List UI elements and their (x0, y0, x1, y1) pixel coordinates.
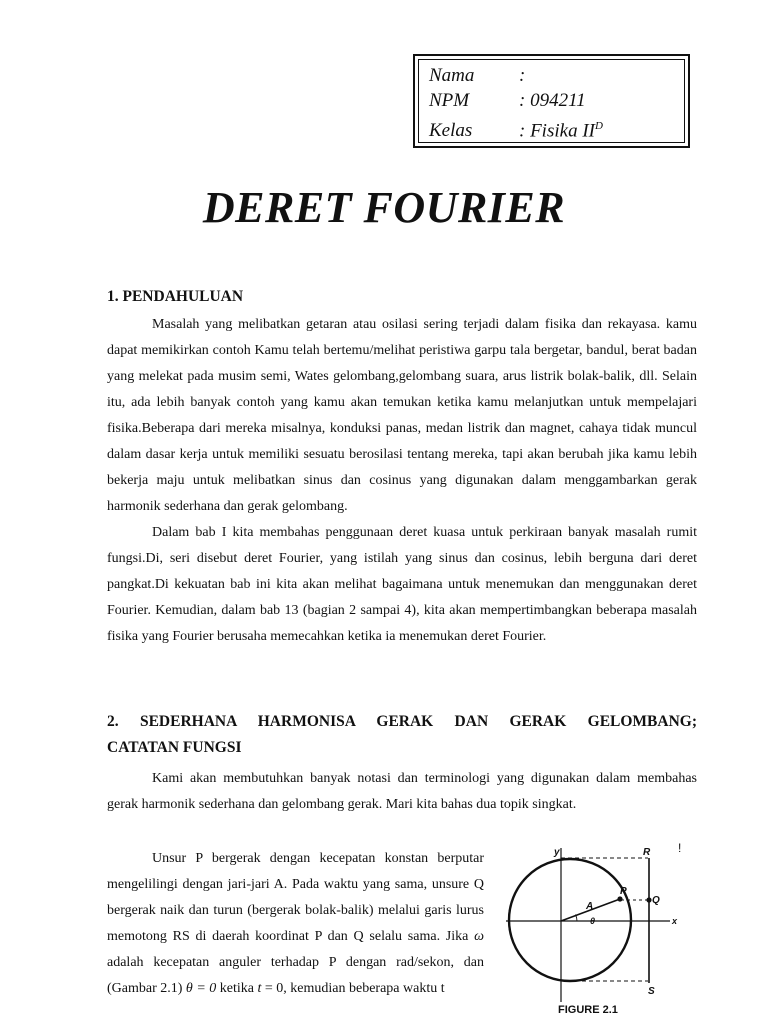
figure-label-theta: θ (590, 916, 596, 926)
student-npm-value: : 094211 (519, 90, 586, 111)
document-title: DERET FOURIER (202, 183, 566, 232)
student-npm-label: NPM (429, 90, 470, 111)
section-2-heading-line-1: 2. SEDERHANA HARMONISA GERAK DAN GERAK GELOMBANG; (107, 713, 697, 730)
paragraph-2-text-b: adalah kecepatan anguler terhadap P dengan rad/sekon, dan (Gambar 2.1) (107, 955, 484, 996)
figure-label-x: x (672, 916, 678, 926)
paragraph-2-text-a: Unsur P bergerak dengan kecepatan konstan berputar mengelilingi dengan jari-jari A. Pada waktu yang sama, unsure Q bergerak naik dan turun (bergerak bolak-balik) melalui garis lurus memotong RS di daerah koordinat P dan Q selalu sama. Jika (107, 851, 484, 944)
omega-symbol: ω (474, 929, 485, 944)
student-name-row (429, 64, 525, 88)
figure-label-r: R (643, 847, 651, 858)
figure-label-y: y (554, 847, 560, 858)
theta-equals-zero: = 0 (192, 981, 217, 996)
paragraph-2-text-e: = 0, kemudian beberapa waktu t (261, 981, 445, 996)
figure-point-q (646, 897, 651, 902)
section-2-heading (107, 709, 697, 761)
student-class-superscript: D (594, 120, 603, 132)
student-info-box (413, 54, 690, 148)
section-1-heading: 1. PENDAHULUAN (107, 288, 244, 305)
section-1-paragraph-1: Masalah yang melibatkan getaran atau osilasi sering terjadi dalam fisika dan rekayasa. kamu dapat memikirkan contoh Kamu telah bertemu/melihat peristiwa garpu tala bergetar, bandul, berat badan yang melekat pada musim semi, Wates gelombang,gelombang suara, arus listrik bolak-balik, dll. Selain itu, ada lebih banyak contoh yang kamu akan temukan ketika kamu melanjutkan untuk mempelajari fisika.Beberapa dari mereka misalnya, konduksi panas, medan listrik dan magnet, cahaya tidak muncul dalam dasar kerja untuk memiliki sesuatu berosilasi tentang mereka, tapi akan berubah jika kamu lebih bekerja maju untuk melibatkan sinus dan cosinus yang digunakan dalam menggambarkan gerak harmonik sederhana dan gerak gelombang. (107, 317, 697, 514)
student-name-label: Nama (429, 65, 475, 86)
figure-label-q: Q (652, 895, 660, 906)
figure-label-s: S (648, 986, 655, 997)
figure-corner-mark: ! (678, 841, 682, 855)
t-variable: t (257, 981, 262, 996)
student-npm-row (429, 89, 586, 113)
paragraph-2-text-d: ketika (216, 981, 258, 996)
figure-label-p: P (620, 886, 627, 897)
section-2-heading-line-2: CATATAN FUNGSI (107, 739, 242, 756)
figure-point-p (617, 896, 622, 901)
figure-2-1-diagram (498, 838, 708, 1024)
figure-caption: FIGURE 2.1 (558, 1004, 618, 1016)
student-name-value: : (519, 65, 526, 86)
student-class-row (429, 114, 603, 143)
section-1-paragraph-2: Dalam bab I kita membahas penggunaan deret kuasa untuk perkiraan banyak masalah rumit fungsi.Di, seri disebut deret Fourier, yang istilah yang sinus dan cosinus, lebih berguna dari deret pangkat.Di kekuatan bab ini kita akan melihat bagaimana untuk menemukan dan menggunakan deret Fourier. Kemudian, dalam bab 13 (bagian 2 sampai 4), kita akan mempertimbangkan beberapa masalah fisika yang Fourier berusaha memecahkan ketika ia menemukan deret Fourier. (107, 525, 697, 644)
section-2-paragraph-2 (107, 846, 484, 1002)
theta-symbol: θ (185, 981, 193, 996)
section-2-paragraph-1: Kami akan membutuhkan banyak notasi dan terminologi yang digunakan dalam membahas gerak harmonik sederhana dan gelombang gerak. Mari kita bahas dua topik singkat. (107, 771, 697, 812)
figure-label-a: A (586, 901, 594, 912)
figure-circle (509, 859, 631, 981)
student-class-value: : Fisika II (519, 120, 595, 142)
student-class-label: Kelas (429, 120, 473, 142)
